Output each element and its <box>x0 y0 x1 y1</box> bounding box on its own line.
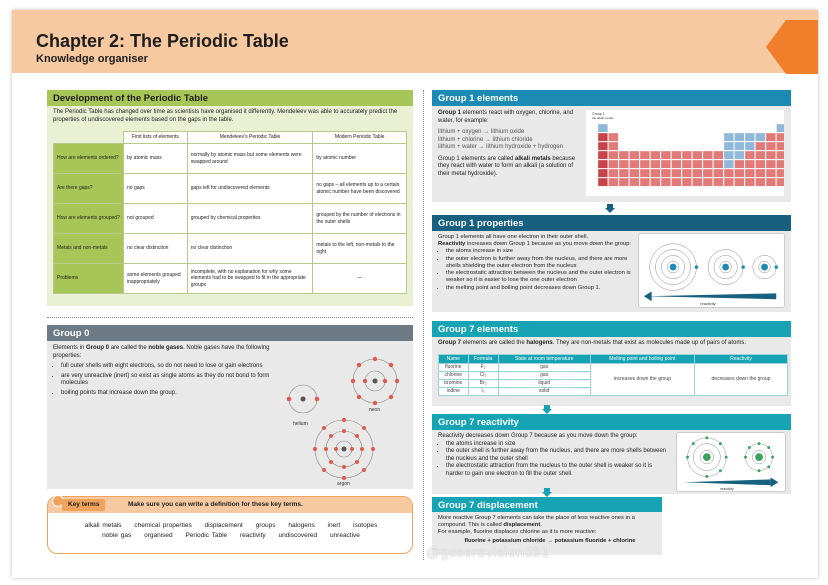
development-panel <box>47 90 413 306</box>
group7-reactivity-panel <box>432 414 791 494</box>
argon-atom-icon <box>313 418 375 480</box>
key-term: chemical properties <box>134 522 192 529</box>
key-term: groups <box>255 522 276 529</box>
group7-reactivity-intro: Reactivity decreases down Group 7 because as you move down the group: <box>438 433 638 439</box>
page-title: Chapter 2: The Periodic Table <box>36 31 289 51</box>
group7-title: Group 7 elements <box>432 321 791 337</box>
table-header-cell: Reactivity <box>694 355 787 364</box>
group1-reactivity-line <box>438 241 638 248</box>
halogens-table <box>438 354 788 396</box>
table-cell: gas <box>498 372 590 380</box>
key-term: unreactive <box>329 532 360 540</box>
list-item: • full outer shells with eight electrons, so do not need to lose or gain electrons <box>61 363 275 371</box>
reactivity-text: increases down Group 1 because as you move down the group: <box>465 241 632 248</box>
row-head: Problems <box>54 264 124 294</box>
list-item: • the outer shell is further away from the nucleus, and there are more shells between the nucleus and the outer shell <box>446 448 670 463</box>
table-cell: decreases down the group <box>694 364 787 396</box>
reactivity-label: reactivity <box>720 487 734 492</box>
displacement-equation: fluorine + potassium chloride → potassium fluoride + chlorine <box>464 537 636 544</box>
group7-reactivity-text <box>438 433 670 478</box>
key-term: isotopes <box>353 522 378 529</box>
svg-text:the alkali metals: the alkali metals <box>592 116 614 120</box>
chlorine-atom-icon <box>744 442 774 472</box>
helium-atom-icon <box>287 385 320 413</box>
equation: lithium + oxygen → lithium oxide <box>438 129 525 135</box>
alkali-a: Group 1 elements are called <box>438 155 516 162</box>
header-arrow-icon <box>766 20 818 74</box>
neon-label: neon <box>369 407 381 413</box>
group7-displacement-text <box>438 515 662 545</box>
key-term: reactivity <box>239 532 266 540</box>
table-cell: no clear distinction <box>124 234 188 264</box>
group1-text <box>438 110 580 182</box>
table-cell: Br₂ <box>468 380 498 388</box>
group7-reactivity-title: Group 7 reactivity <box>432 414 791 430</box>
table-cell: by atomic number <box>313 144 407 174</box>
table-header-cell: State at room temperature <box>498 355 590 364</box>
table-header-cell: Mendeleev's Periodic Table <box>187 132 313 144</box>
key-terms-instruction: Make sure you can write a definition for these key terms. <box>128 501 303 508</box>
reactivity-arrow-icon <box>684 479 771 485</box>
key-term: Periodic Table <box>185 532 228 540</box>
group7-displacement-title: Group 7 displacement <box>432 497 662 512</box>
reactivity-arrow-icon <box>646 293 776 299</box>
header-banner <box>12 10 818 73</box>
page-subtitle: Knowledge organiser <box>36 53 148 65</box>
group1-properties-intro: Group 1 elements all have one electron in their outer shell. <box>438 234 589 240</box>
table-cell: grouped by chemical properties <box>187 204 313 234</box>
row-head: How are elements grouped? <box>54 204 124 234</box>
table-cell: chlorine <box>439 372 469 380</box>
list-item: • the electrostatic attraction from the nucleus to the outer shell is weaker so it is harder to gain one electron to fill the outer shell. <box>446 463 670 478</box>
group1-panel <box>432 90 791 202</box>
table-cell: increases down the group <box>590 364 694 396</box>
table-cell: gaps left for undiscovered elements <box>187 174 313 204</box>
group0-intro-b: Group 0 <box>86 345 110 351</box>
table-cell: normally by atomic mass but some elements were swapped around <box>187 144 313 174</box>
group7-intro-c: halogens <box>526 340 553 346</box>
lithium-atom-icon <box>753 255 778 278</box>
group0-intro-a: Elements in <box>53 345 87 351</box>
key-term: organised <box>144 532 173 540</box>
group7-intro-d: . They are non-metals that exist as molecules made up of pairs of atoms. <box>552 340 747 346</box>
alkali-b: alkali metals <box>515 155 551 162</box>
table-cell: no gaps – all elements up to a certain atomic number have been discovered <box>313 174 407 204</box>
row-head: How are elements ordered? <box>54 144 124 174</box>
equation: lithium + chlorine → lithium chloride <box>438 136 533 143</box>
development-intro: The Periodic Table has changed over time as scientists have organised it differently. Mendeleev was able to accurately predict the properties of undiscovered elements based on the gaps in the table. <box>53 109 398 123</box>
knowledge-organiser-page <box>12 10 818 578</box>
table-row <box>439 364 788 372</box>
equation: lithium + water → lithium hydroxide + hydrogen <box>438 144 564 150</box>
key-terms-label: Key terms <box>62 499 105 511</box>
group0-intro-d: noble gases <box>148 345 184 351</box>
group1-properties-bullets <box>438 248 638 291</box>
key-term: inert <box>327 522 341 529</box>
table-cell: no gaps <box>124 174 188 204</box>
reactivity-label: reactivity <box>700 301 716 307</box>
list-item: • are very unreactive (inert) so exist as single atoms as they do not bond to form molecules <box>61 373 275 388</box>
group0-text <box>53 345 275 399</box>
group7-intro <box>438 340 788 348</box>
table-header-cell: Melting point and boiling point <box>590 355 694 364</box>
displacement-a: More reactive Group 7 elements can take the place of less reactive ones in a compound. This is called <box>438 515 635 529</box>
list-item: • the atoms increase in size <box>446 441 670 449</box>
svg-text:Group 1: Group 1 <box>592 112 605 116</box>
key-term: displacement <box>204 522 243 529</box>
table-cell: — <box>313 264 407 294</box>
table-cell: grouped by the number of electrons in the outer shells <box>313 204 407 234</box>
row-divider <box>47 317 413 318</box>
key-term: halogens <box>288 522 315 529</box>
table-cell: some elements grouped inappropriately <box>124 264 188 294</box>
key-term: alkali metals <box>84 522 122 529</box>
key-term: noble gas <box>102 532 132 540</box>
group7-panel <box>432 321 791 406</box>
table-cell: incomplete, with no explanation for why some elements had to be swapped to fit in the appropriate groups <box>187 264 313 294</box>
group1-intro <box>438 110 580 125</box>
list-item: • the atoms increase in size <box>446 248 638 255</box>
argon-label: argon <box>337 481 350 487</box>
list-item: • boiling points that increase down the group. <box>61 390 275 398</box>
table-header-row <box>54 132 407 144</box>
row-head: Metals and non-metals <box>54 234 124 264</box>
reactivity-word: Reactivity <box>438 241 466 248</box>
key-terms-list <box>56 521 406 542</box>
alkali-atoms-diagram <box>638 233 785 308</box>
table-header-cell: Modern Periodic Table <box>313 132 407 144</box>
fluorine-atom-icon <box>686 436 728 478</box>
down-arrow-icon <box>542 405 552 414</box>
group1-properties-text <box>438 234 638 292</box>
group1-alkali <box>438 156 580 179</box>
key-terms-row <box>56 521 406 531</box>
watermark: @gcserevision331 <box>426 544 550 560</box>
table-cell: iodine <box>439 388 469 396</box>
table-cell: no clear distinction <box>187 234 313 264</box>
displacement-b: displacement <box>503 522 541 529</box>
neon-atom-icon <box>351 357 399 405</box>
potassium-atom-icon <box>650 244 698 291</box>
displacement-c: . <box>540 522 542 529</box>
row-head: Are there gaps? <box>54 174 124 204</box>
table-cell: bromine <box>439 380 469 388</box>
group1-equations <box>438 129 580 152</box>
table-cell: F₂ <box>468 364 498 372</box>
displacement-example: For example, fluorine displaces chlorine as it is more reactive: <box>438 529 597 536</box>
group1-properties-title: Group 1 properties <box>432 215 791 231</box>
helium-label: helium <box>293 421 308 427</box>
development-title: Development of the Periodic Table <box>47 90 413 106</box>
list-item: • the electrostatic attraction between the nucleus and the outer electron is weaker so it is easier to lose the one outer electron <box>446 270 638 284</box>
table-header-cell: Name <box>439 355 469 364</box>
table-cell: not grouped <box>124 204 188 234</box>
group1-intro-a: Group 1 <box>438 110 462 116</box>
periodic-table-icon <box>586 110 784 196</box>
key-terms-panel <box>47 496 413 554</box>
table-header-cell: First lists of elements <box>124 132 188 144</box>
group7-intro-a: Group 7 <box>438 340 462 346</box>
development-table <box>53 131 407 294</box>
key-terms-row <box>56 531 406 541</box>
table-header-row <box>439 355 788 364</box>
displacement-definition <box>438 515 662 529</box>
table-row <box>54 144 407 174</box>
table-row <box>54 234 407 264</box>
group0-title: Group 0 <box>47 325 413 341</box>
group7-intro-b: elements are called the <box>461 340 527 346</box>
table-cell: solid <box>498 388 590 396</box>
noble-gas-atoms-diagram <box>277 345 411 487</box>
down-arrow-icon <box>542 488 552 497</box>
table-cell: metals to the left, non-metals to the right <box>313 234 407 264</box>
table-row <box>54 204 407 234</box>
halogen-atoms-diagram <box>676 432 786 492</box>
list-item: • the melting point and boiling point decreases down Group 1. <box>446 285 638 292</box>
table-header-cell: Formula <box>468 355 498 364</box>
group0-intro-e: . Noble gases have the following properties: <box>53 345 270 359</box>
group1-title: Group 1 elements <box>432 90 791 106</box>
column-divider <box>423 90 424 560</box>
alkali-c: because they react with water to form an alkali (a solution of their metal hydroxide). <box>438 155 576 177</box>
table-row <box>54 174 407 204</box>
table-row <box>54 264 407 294</box>
table-cell: gas <box>498 364 590 372</box>
key-term: undiscovered <box>278 532 318 540</box>
group0-bullets <box>53 363 275 397</box>
table-cell: by atomic mass <box>124 144 188 174</box>
sodium-atom-icon <box>708 250 745 285</box>
table-header-cell <box>54 132 124 144</box>
group1-intro-b: elements react with oxygen, chlorine, and water, for example: <box>438 110 574 124</box>
group1-properties-panel <box>432 215 791 312</box>
table-cell: Cl₂ <box>468 372 498 380</box>
group7-reactivity-bullets <box>438 441 670 479</box>
down-arrow-icon <box>605 204 615 213</box>
list-item: • the outer electron is further away from the nucleus, and there are more shells shielding the outer electron from the nucleus <box>446 256 638 270</box>
table-cell: liquid <box>498 380 590 388</box>
table-cell: I₂ <box>468 388 498 396</box>
group0-panel <box>47 325 413 489</box>
table-cell: fluorine <box>439 364 469 372</box>
group0-intro-c: are called the <box>109 345 149 351</box>
